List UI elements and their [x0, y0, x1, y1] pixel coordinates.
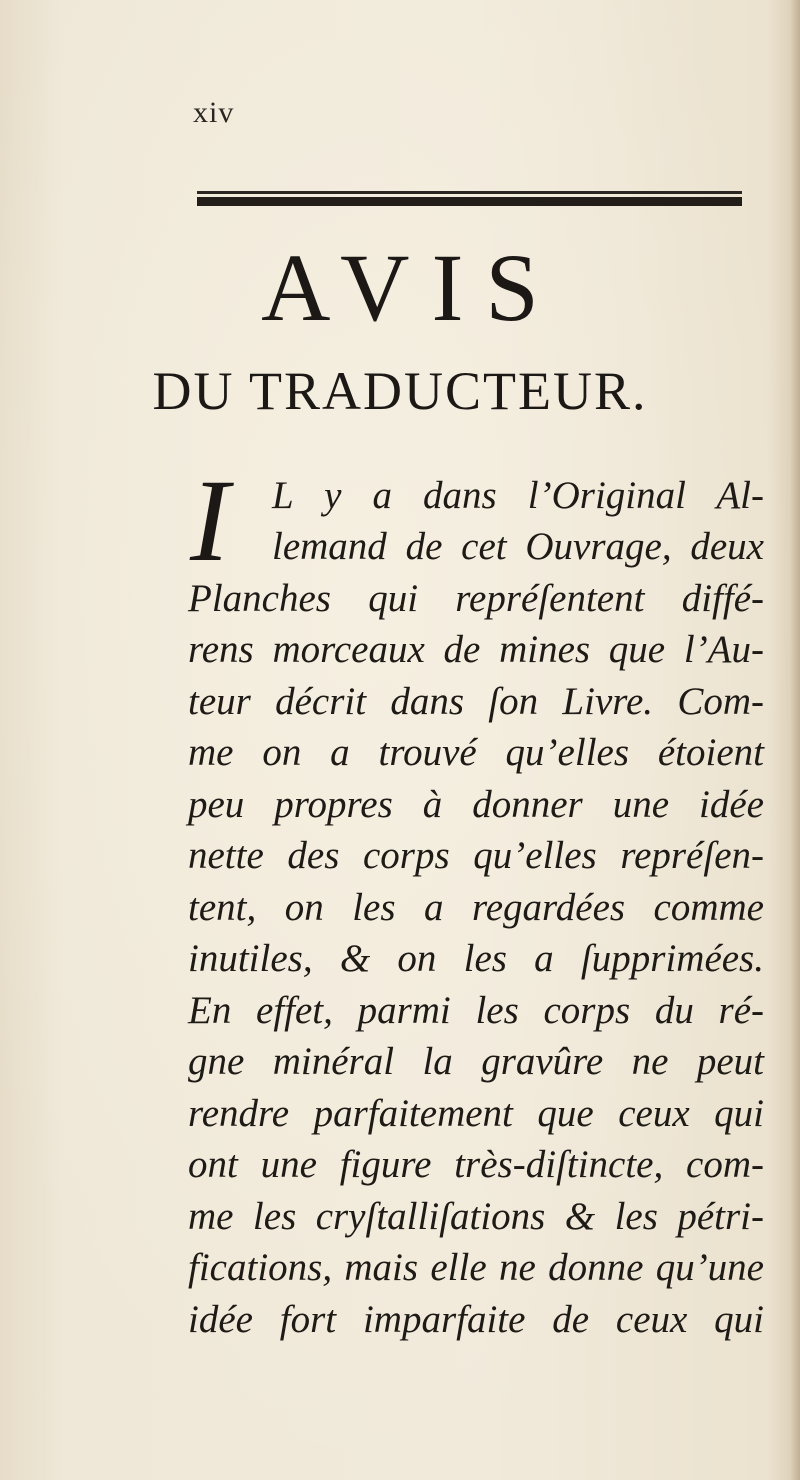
text-line: fications, mais elle ne donne qu’une — [188, 1246, 764, 1289]
page-number: xiv — [193, 96, 235, 129]
drop-cap: I — [190, 455, 230, 586]
text-line: Planches qui repréſentent diffé- — [188, 577, 764, 620]
header-rule — [197, 191, 742, 208]
text-line: tent, on les a regardées comme — [188, 886, 764, 929]
text-line: lemand de cet Ouvrage, deux — [272, 525, 764, 568]
text-line: inutiles, & on les a ſupprimées. — [188, 937, 764, 980]
header-rule-thin — [197, 191, 742, 194]
header-rule-thick — [197, 197, 742, 206]
text-line: gne minéral la gravûre ne peut — [188, 1040, 764, 1083]
text-line: idée fort imparfaite de ceux qui — [188, 1298, 764, 1341]
text-line: teur décrit dans ſon Livre. Com- — [188, 680, 764, 723]
page-edge-shadow — [790, 0, 800, 1480]
text-line: peu propres à donner une idée — [188, 783, 764, 826]
text-line: me les cryſtalliſations & les pétri- — [188, 1195, 764, 1238]
text-line: nette des corps qu’elles repréſen- — [188, 834, 764, 877]
page-subtitle: DU TRADUCTEUR. — [152, 361, 648, 421]
text-line: ont une figure très-diſtincte, com- — [188, 1143, 764, 1186]
page-title: AVIS — [261, 234, 561, 341]
text-line: me on a trouvé qu’elles étoient — [188, 731, 764, 774]
text-line: rendre parfaitement que ceux qui — [188, 1092, 764, 1135]
text-line: L y a dans l’Original Al- — [272, 474, 764, 517]
text-line: rens morceaux de mines que l’Au- — [188, 628, 764, 671]
text-line: En effet, parmi les corps du ré- — [188, 989, 764, 1032]
